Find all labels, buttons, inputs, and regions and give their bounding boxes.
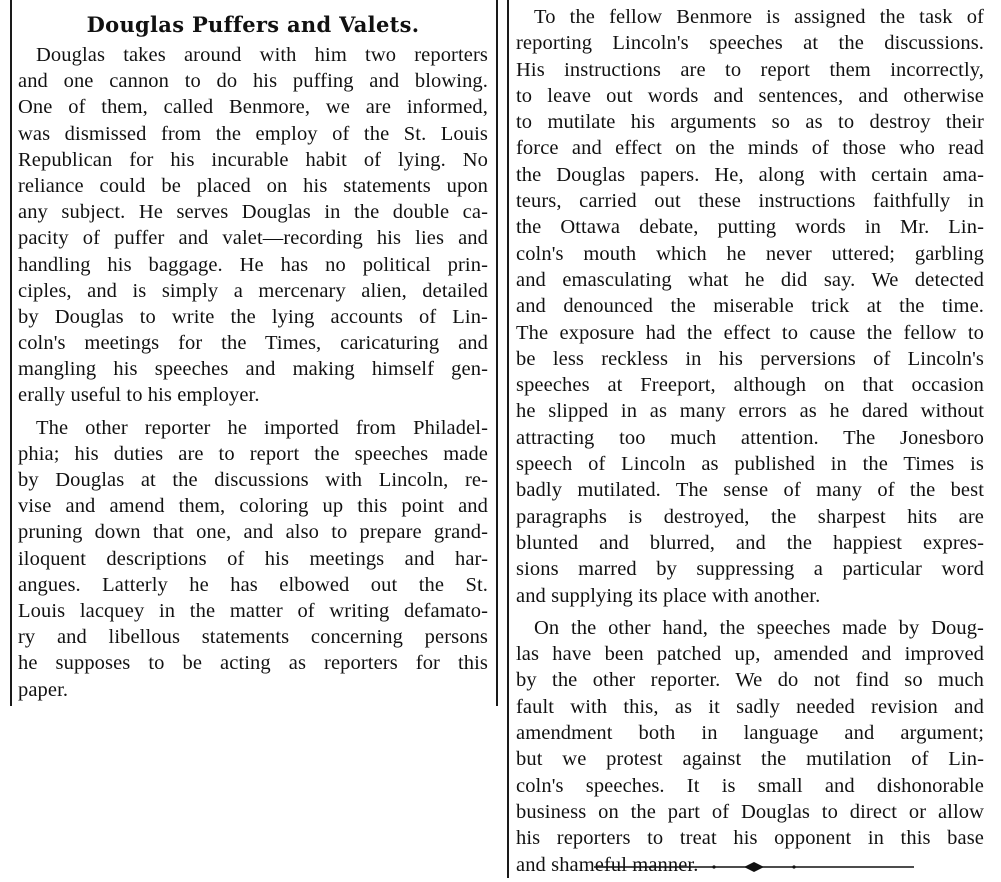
text-line: coln's meetings for the Times, caricaturing and (18, 332, 488, 355)
text-line: pruning down that one, and also to prepare grand- (18, 521, 488, 544)
text-line: On the other hand, the speeches made by Doug- (534, 616, 984, 639)
text-line: by the other reporter. We do not find so much (516, 669, 984, 692)
end-ornament-rule (594, 860, 914, 874)
paragraph (516, 4, 984, 609)
text-line: To the fellow Benmore is assigned the task of (534, 6, 984, 28)
text-line: Louis lacquey in the matter of writing defamato- (18, 599, 488, 622)
text-line: he slipped in as many errors as he dared without (516, 400, 984, 423)
text-line: his reporters to treat his opponent in this base (516, 827, 984, 850)
text-line: One of them, called Benmore, we are informed, (18, 96, 488, 119)
text-line: fault with this, as it sadly needed revision and (516, 695, 984, 718)
text-line: las have been patched up, amended and improved (516, 643, 984, 666)
right-column-body (516, 4, 984, 878)
text-line: attracting too much attention. The Jonesboro (516, 426, 984, 449)
paragraph (18, 42, 488, 409)
text-line: and denounced the miserable trick at the time. (516, 295, 984, 318)
text-line: speech of Lincoln as published in the Times is (516, 453, 984, 476)
text-line: coln's mouth which he never uttered; garbling (516, 242, 984, 265)
text-line: His instructions are to report them incorrectly, (516, 58, 984, 81)
text-line: and one cannon to do his puffing and blowing. (18, 70, 488, 93)
text-line: speeches at Freeport, although on that occasion (516, 374, 984, 397)
text-line: vise and amend them, coloring up this point and (18, 495, 488, 518)
text-line: reliance could be placed on his statements upon (18, 174, 488, 197)
text-line: force and effect on the minds of those who read (516, 137, 984, 160)
text-line: by Douglas to write the lying accounts of Lin- (18, 305, 488, 328)
paragraph (18, 415, 488, 703)
text-line: teurs, carried out these instructions faithfully in (516, 190, 984, 213)
text-line: be less reckless in his perversions of Lincoln's (516, 347, 984, 370)
text-line: to mutilate his arguments so as to destroy their (516, 111, 984, 134)
text-line: erally useful to his employer. (18, 384, 260, 407)
text-line: phia; his duties are to report the speeches made (18, 442, 488, 465)
text-line: any subject. He serves Douglas in the double ca- (18, 201, 488, 224)
text-line: The other reporter he imported from Philadel- (36, 416, 488, 439)
text-line: angues. Latterly he has elbowed out the St. (18, 573, 488, 596)
text-line: and shameful manner. (516, 853, 699, 876)
text-line: he supposes to be acting as reporters for this (18, 652, 488, 675)
text-line: paper. (18, 678, 69, 701)
left-column-body (18, 42, 488, 703)
text-line: The exposure had the effect to cause the fellow to (516, 321, 984, 344)
article-headline: Douglas Puffers and Valets. (86, 12, 420, 37)
text-line: to leave out words and sentences, and otherwise (516, 84, 984, 107)
text-line: and supplying its place with another. (516, 584, 821, 607)
text-line: ry and libellous statements concerning persons (18, 626, 488, 649)
text-line: but we protest against the mutilation of Lin- (516, 748, 984, 771)
text-line: handling his baggage. He has no political prin- (18, 253, 488, 276)
text-line: amendment both in language and argument; (516, 722, 984, 745)
text-line: and emasculating what he did say. We detected (516, 268, 984, 291)
text-line: sions marred by suppressing a particular word (516, 558, 984, 581)
text-line: mangling his speeches and making himself gen- (18, 358, 488, 381)
center-column-rule (496, 0, 498, 706)
text-line: coln's speeches. It is small and dishonorable (516, 774, 984, 797)
text-line: the Ottawa debate, putting words in Mr. Lin- (516, 216, 984, 239)
text-line: badly mutilated. The sense of many of the best (516, 479, 984, 502)
text-line: reporting Lincoln's speeches at the discussions. (516, 32, 984, 55)
center-column-rule-secondary (507, 0, 509, 878)
text-line: iloquent descriptions of his meetings and har- (18, 547, 488, 570)
text-line: ciples, and is simply a mercenary alien, detailed (18, 279, 488, 302)
text-line: pacity of puffer and valet—recording his lies and (18, 227, 488, 250)
text-line: by Douglas at the discussions with Lincoln, re- (18, 469, 488, 491)
text-line: Republican for his incurable habit of lying. No (18, 148, 488, 171)
text-line: blunted and blurred, and the happiest expres- (516, 531, 984, 554)
text-line: business on the part of Douglas to direct or allow (516, 800, 984, 823)
left-column-rule (10, 0, 12, 706)
paragraph (516, 615, 984, 878)
text-line: Douglas takes around with him two reporters (36, 44, 488, 66)
left-column (18, 0, 488, 703)
text-line: paragraphs is destroyed, the sharpest hits are (516, 505, 984, 528)
text-line: the Douglas papers. He, along with certain ama- (516, 163, 984, 186)
text-line: was dismissed from the employ of the St. Louis (18, 122, 488, 145)
right-column (516, 0, 984, 878)
